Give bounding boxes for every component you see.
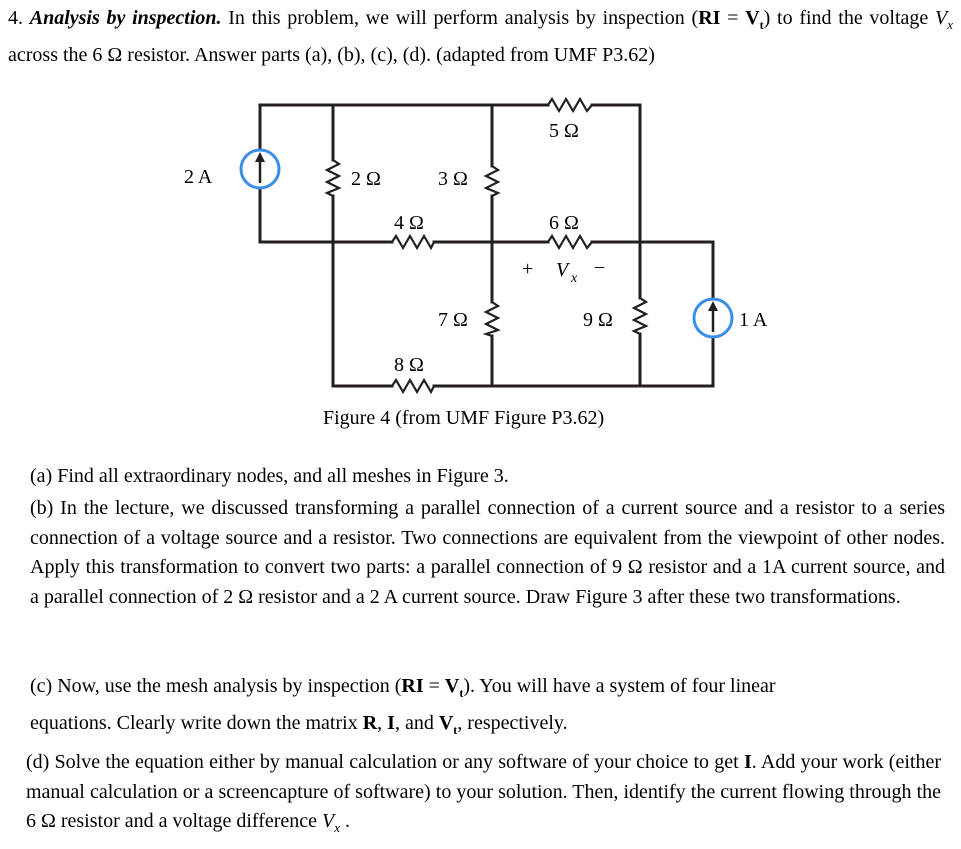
label-8-ohm: 8 Ω (394, 354, 424, 376)
intro-text-3: across the 6 Ω resistor. Answer parts (a), (b), (c), (d). (adapted from UMF P3.62) (8, 43, 655, 66)
vx-label-sub: x (571, 271, 578, 286)
label-2-ohm: 2 Ω (351, 168, 381, 190)
vx-plus: + (522, 258, 534, 280)
label-2a: 2 A (184, 166, 213, 188)
resistor-8-ohm (392, 380, 434, 392)
part-b: (b) In the lecture, we discussed transforming a parallel connection of a current source and a resistor to a series connection of a voltage source and a resistor. Two connections are equivalent from the viewpoint of other nodes. Apply this transformation to convert two parts: a parallel connection of 9 Ω resistor and a 1A current source, and a parallel connection of 2 Ω resistor and a 2 A current source. Draw Figure 3 after these two transformations. (30, 497, 945, 608)
equals-sign: = (720, 7, 746, 29)
part-d: (d) Solve the equation either by manual calculation or any software of your choice to get I. Add your work (either manual calculation or a screencapture of software) to your solution. Then, identify the current flowing through the 6 Ω resistor and a voltage difference $V_x$ . (26, 751, 941, 835)
intro-text-1: In this problem, we will perform analysis by inspection ( (221, 7, 699, 29)
part-a: (a) Find all extraordinary nodes, and all meshes in Figure 3. (30, 465, 509, 487)
current-source-1a (694, 299, 732, 337)
resistor-6-ohm (548, 236, 592, 248)
resistor-9-ohm (634, 298, 646, 334)
vx-symbol: $V_x$ (935, 7, 954, 32)
circuit-wires (260, 105, 713, 386)
label-4-ohm: 4 Ω (394, 212, 424, 234)
current-source-2a (241, 150, 279, 188)
figure-caption: Figure 4 (from UMF Figure P3.62) (323, 407, 605, 429)
ri-symbol: RI (698, 7, 721, 29)
vx-minus: − (594, 257, 606, 279)
intro-text-2: ) to find the voltage (763, 7, 936, 29)
label-5-ohm: 5 Ω (549, 120, 579, 142)
resistor-5-ohm (548, 99, 592, 111)
part-c: (c) Now, use the mesh analysis by inspection $(RI = V_t)$. You will have a system of four linear equations. Clearly write down the matrix R, I, and $V_t$, respectively. (30, 675, 776, 737)
label-6-ohm: 6 Ω (549, 212, 579, 234)
resistor-7-ohm (486, 302, 498, 336)
vx-label-v: V (556, 259, 569, 281)
label-3-ohm: 3 Ω (438, 168, 468, 190)
problem-title: Analysis by inspection. (29, 7, 222, 29)
vt-symbol: $V_t$ (745, 7, 764, 32)
resistor-2-ohm (327, 160, 339, 196)
resistor-4-ohm (392, 236, 434, 248)
problem-number: 4. (8, 7, 23, 29)
resistor-3-ohm (486, 166, 498, 196)
label-7-ohm: 7 Ω (438, 309, 468, 331)
label-1a: 1 A (739, 309, 768, 331)
label-9-ohm: 9 Ω (583, 309, 613, 331)
